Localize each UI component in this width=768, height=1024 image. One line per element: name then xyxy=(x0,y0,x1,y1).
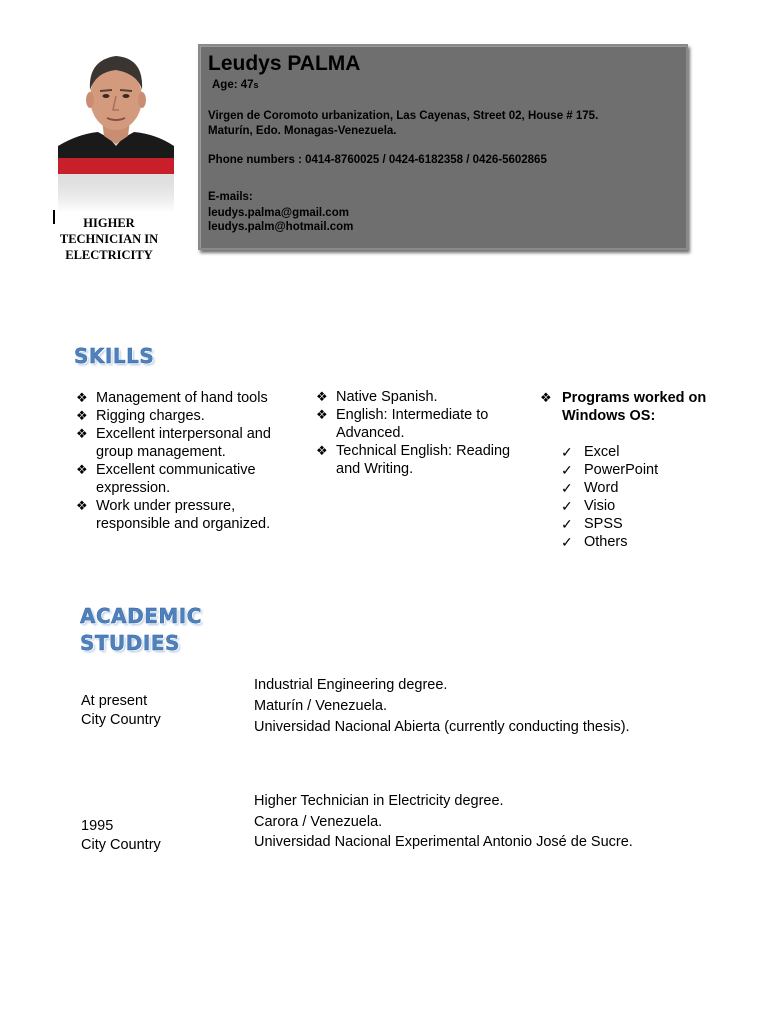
list-item: ❖ Rigging charges. xyxy=(76,408,205,424)
check-icon: ✓ xyxy=(561,534,573,550)
list-item: ❖ Work under pressure, responsible and organized. xyxy=(76,498,271,532)
study-place: City Country xyxy=(81,837,161,853)
list-item: ❖ Excellent interpersonal and group management. xyxy=(76,426,271,460)
list-item: ❖ Technical English: Reading and Writing. xyxy=(316,443,511,477)
candidate-age xyxy=(212,79,259,91)
phone-numbers: Phone numbers : 0414-8760025 / 0424-6182358 / 0426-5602865 xyxy=(208,154,547,166)
diamond-bullet-icon: ❖ xyxy=(76,390,88,405)
academic-heading-line: STUDIES xyxy=(80,631,180,655)
programs-list xyxy=(561,443,658,551)
programs-heading xyxy=(540,389,752,425)
study-institution: Universidad Nacional Experimental Antonio José de Sucre. xyxy=(254,834,633,850)
diamond-bullet-icon: ❖ xyxy=(540,390,552,405)
age-value: Age: 47 xyxy=(212,79,254,91)
skills-list-general xyxy=(74,389,289,533)
list-item: ❖ Native Spanish. xyxy=(316,389,438,405)
job-title-line: ELECTRICITY xyxy=(65,248,153,262)
check-icon: ✓ xyxy=(561,462,573,478)
list-item: ❖ Excellent communicative expression. xyxy=(76,462,256,496)
diamond-bullet-icon: ❖ xyxy=(76,498,88,513)
check-icon: ✓ xyxy=(561,480,573,496)
skills-list-languages xyxy=(314,388,529,478)
programs-heading-text: Programs worked on Windows OS: xyxy=(562,390,707,424)
age-suffix: s xyxy=(253,80,259,90)
skills-heading: SKILLS xyxy=(74,344,155,368)
emails-label: E-mails: xyxy=(208,191,253,203)
list-item: ✓ SPSS xyxy=(561,516,623,532)
diamond-bullet-icon: ❖ xyxy=(316,407,328,422)
study-date: 1995 xyxy=(81,818,114,834)
check-icon: ✓ xyxy=(561,444,573,460)
list-item: ✓ Word xyxy=(561,480,619,496)
diamond-bullet-icon: ❖ xyxy=(76,462,88,477)
job-title-line: TECHNICIAN IN xyxy=(59,232,159,246)
study-degree: Higher Technician in Electricity degree. xyxy=(254,793,504,809)
list-item: ✓ Visio xyxy=(561,498,616,514)
study-place: City Country xyxy=(81,712,161,728)
study-location: Maturín / Venezuela. xyxy=(254,698,387,714)
check-icon: ✓ xyxy=(561,498,573,514)
email-gmail-link[interactable]: leudys.palma@gmail.com xyxy=(208,207,349,219)
address-line-2: Maturín, Edo. Monagas-Venezuela. xyxy=(208,125,397,137)
job-title xyxy=(52,215,166,263)
list-item: ❖ Management of hand tools xyxy=(76,390,268,406)
check-icon: ✓ xyxy=(561,516,573,532)
address-line-1: Virgen de Coromoto urbanization, Las Cayenas, Street 02, House # 175. xyxy=(208,110,599,122)
candidate-name: Leudys PALMA xyxy=(208,52,361,75)
diamond-bullet-icon: ❖ xyxy=(76,408,88,423)
job-title-line: HIGHER xyxy=(83,216,135,230)
list-item: ✓ Excel xyxy=(561,444,620,460)
profile-photo xyxy=(58,46,174,212)
email-hotmail-link[interactable]: leudys.palm@hotmail.com xyxy=(208,221,354,233)
list-item: ❖ English: Intermediate to Advanced. xyxy=(316,407,489,441)
diamond-bullet-icon: ❖ xyxy=(316,443,328,458)
study-date: At present xyxy=(81,693,148,709)
list-item: ✓ Others xyxy=(561,534,628,550)
study-location: Carora / Venezuela. xyxy=(254,814,383,830)
diamond-bullet-icon: ❖ xyxy=(316,389,328,404)
academic-heading xyxy=(80,603,202,657)
study-degree: Industrial Engineering degree. xyxy=(254,677,448,693)
academic-heading-line: ACADEMIC xyxy=(80,604,202,628)
list-item: ✓ PowerPoint xyxy=(561,462,659,478)
diamond-bullet-icon: ❖ xyxy=(76,426,88,441)
study-institution: Universidad Nacional Abierta (currently conducting thesis). xyxy=(254,719,630,735)
